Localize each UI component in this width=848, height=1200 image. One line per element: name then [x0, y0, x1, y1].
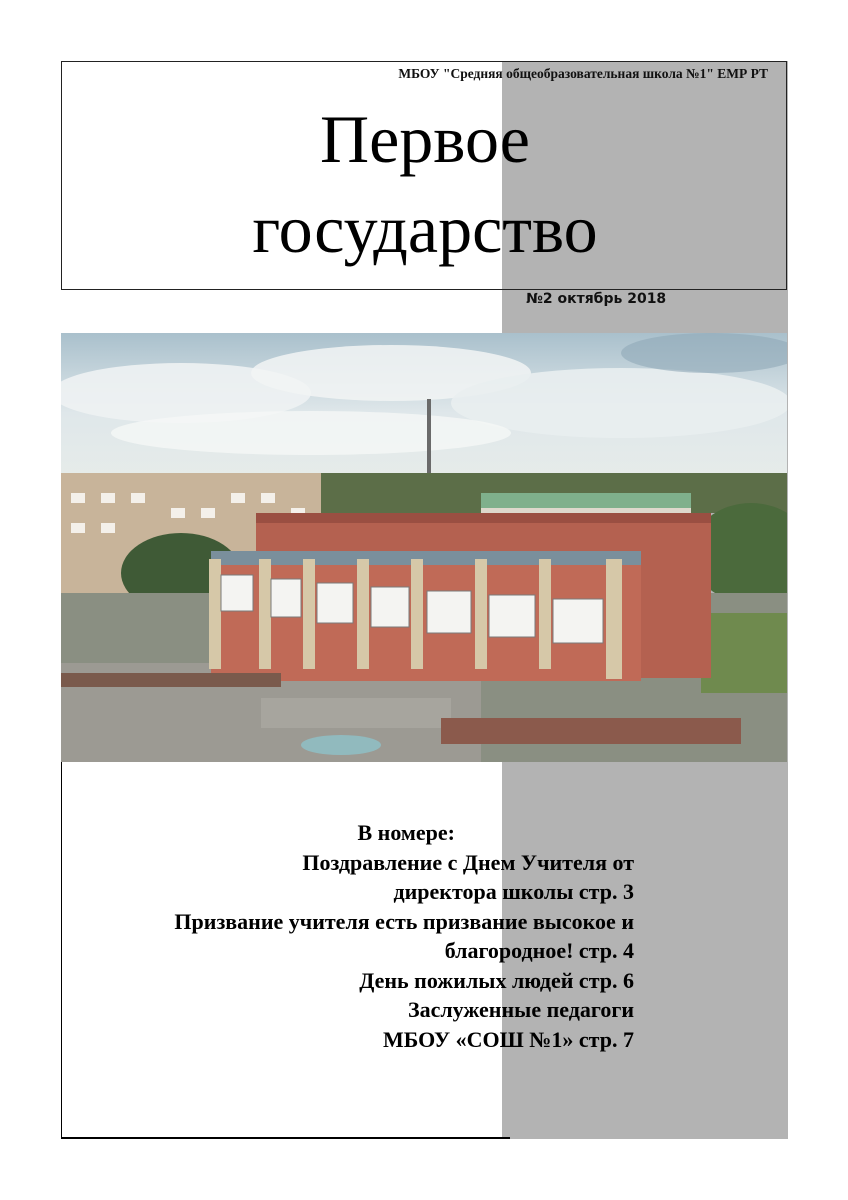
contents-heading: В номере:	[357, 820, 455, 845]
contents-line: МБОУ «СОШ №1» стр. 7	[382, 1026, 634, 1052]
contents-line: директора школы стр. 3	[393, 879, 634, 904]
contents-line: Призвание учителя есть призвание высокое и	[174, 908, 634, 934]
newspaper-title	[62, 94, 788, 274]
issue-label: №2 октябрь 2018	[526, 291, 667, 307]
title-line-2: государство	[252, 191, 598, 267]
bottom-border-rule	[61, 1137, 510, 1139]
school-name: МБОУ "Средняя общеобразовательная школа №1" ЕМР РТ	[398, 66, 768, 81]
contents-line: благородное! стр. 4	[444, 938, 634, 963]
school-building-photo	[61, 333, 787, 762]
masthead	[61, 61, 787, 290]
contents-line: Заслуженные педагоги	[407, 997, 634, 1022]
contents-line: Поздравление с Днем Учителя от	[302, 849, 634, 875]
contents-line: День пожилых людей стр. 6	[359, 967, 634, 993]
table-of-contents	[62, 818, 634, 1054]
title-line-1: Первое	[320, 101, 530, 177]
